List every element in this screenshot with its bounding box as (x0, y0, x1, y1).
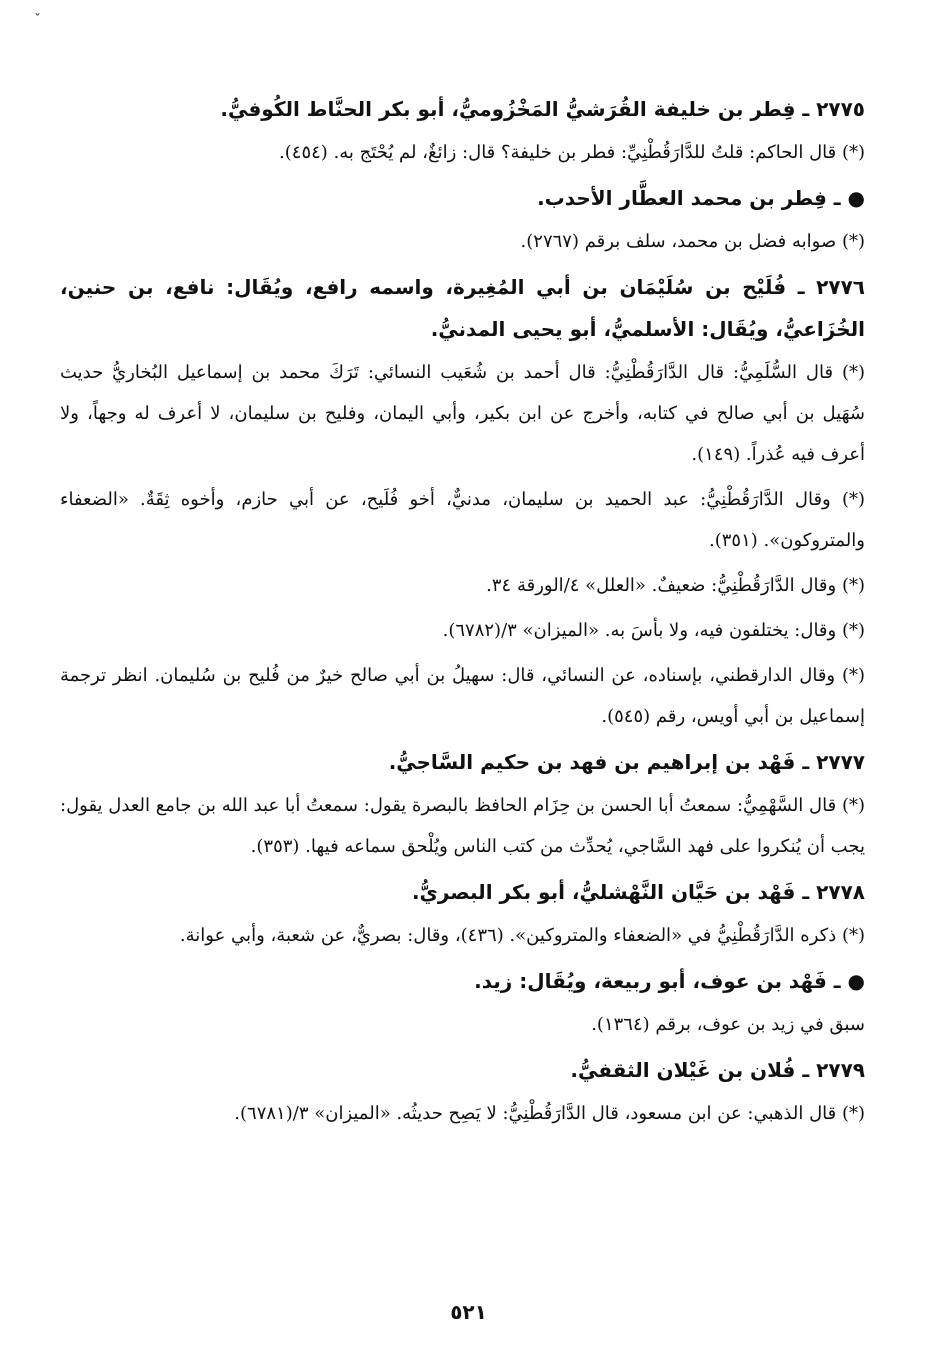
page-number: ٥٢١ (450, 1300, 487, 1324)
entry-paragraph: (*) وقال الدَّارَقُطْنِيُّ: عبد الحميد بن سليمان، مدنيٌّ، أخو فُلَيح، عن أبي حازم، وأخوه ثِقَةٌ. «الضعفاء والمتروكون». (٣٥١). (60, 489, 865, 551)
document-body (60, 84, 865, 1138)
entry-paragraph: (*) قال السَّهْمِيُّ: سمعتُ أبا الحسن بن حِزَام الحافظ بالبصرة يقول: سمعتُ أبا عبد الله بن جامع العدل يقول: يجب أن يُنكروا على فهد السَّاجي، يُحدِّث من كتب الناس ويُلْحق سماعه فيها. (٣٥٣). (60, 795, 865, 857)
entry-2777 (60, 741, 865, 867)
entry-paragraph: (*) قال الذهبي: عن ابن مسعود، قال الدَّارَقُطْنِيُّ: لا يَصِح حديثُه. «الميزان» ٣/(٦٧٨١). (234, 1103, 865, 1124)
entry-paragraph: (*) قال الحاكم: قلتُ للدَّارَقُطْنِيِّ: فطر بن خليفة؟ قال: زائغٌ، لم يُحْتَج به. (٤٥٤). (279, 142, 865, 163)
entry-heading: ٢٧٧٩ ـ فُلان بن غَيْلان الثقفيُّ. (570, 1058, 865, 1082)
entry-heading: ٢٧٧٨ ـ فَهْد بن حَيَّان النَّهْشليُّ، أبو بكر البصريُّ. (411, 880, 865, 904)
entry-paragraph: (*) ذكره الدَّارَقُطْنِيُّ في «الضعفاء والمتروكين». (٤٣٦)، وقال: بصريٌّ، عن شعبة، وأبي عوانة. (179, 925, 865, 946)
entry-paragraph: (*) قال السُّلَمِيُّ: قال الدَّارَقُطْنِيُّ: قال أحمد بن شُعَيب النسائي: تَرَكَ محمد بن إسماعيل البُخاريُّ حديث سُهَيل بن أبي صالح في كتابه، وأخرج عن ابن بكير، وأبي اليمان، وفليح بن سليمان، لا أعرف له وجهاً، ولا أعرف فيه عُذراً. (١٤٩). (60, 362, 865, 465)
entry-heading: ٢٧٧٦ ـ فُلَيْح بن سُلَيْمَان بن أبي المُغِيرة، واسمه رافع، ويُقَال: نافع، بن حنين، الخُزَاعيُّ، ويُقَال: الأسلميُّ، أبو يحيى المدنيُّ. (60, 275, 865, 341)
entry-fitr-ibn-muhammad (60, 177, 865, 262)
entry-paragraph: (*) وقال: يختلفون فيه، ولا بأسَ به. «الميزان» ٣/(٦٧٨٢). (442, 620, 865, 641)
entry-2779 (60, 1049, 865, 1134)
corner-mark: ˇ (34, 12, 41, 28)
entry-heading: ٢٧٧٥ ـ فِطر بن خليفة القُرَشيُّ المَخْزُوميُّ، أبو بكر الحنَّاط الكُوفيُّ. (220, 97, 865, 121)
entry-2778 (60, 871, 865, 956)
entry-2776 (60, 266, 865, 737)
entry-paragraph: (*) وقال الدَّارَقُطْنِيُّ: ضعيفٌ. «العلل» ٤/الورقة ٣٤. (486, 575, 865, 596)
entry-fahd-ibn-awf (60, 960, 865, 1045)
entry-heading: ● ـ فَهْد بن عوف، أبو ربيعة، ويُقَال: زيد. (474, 969, 865, 993)
entry-2775 (60, 88, 865, 173)
entry-paragraph: سبق في زيد بن عوف، برقم (١٣٦٤). (591, 1014, 865, 1035)
entry-heading: ● ـ فِطر بن محمد العطَّار الأحدب. (537, 186, 865, 210)
entry-paragraph: (*) صوابه فضل بن محمد، سلف برقم (٢٧٦٧). (520, 231, 865, 252)
entry-heading: ٢٧٧٧ ـ فَهْد بن إبراهيم بن فهد بن حكيم السَّاجيُّ. (388, 750, 865, 774)
entry-paragraph: (*) وقال الدارقطني، بإسناده، عن النسائي، قال: سهيلُ بن أبي صالح خيرٌ من فُليح بن سُليمان. انظر ترجمة إسماعيل بن أبي أويس، رقم (٥٤٥). (60, 665, 865, 727)
